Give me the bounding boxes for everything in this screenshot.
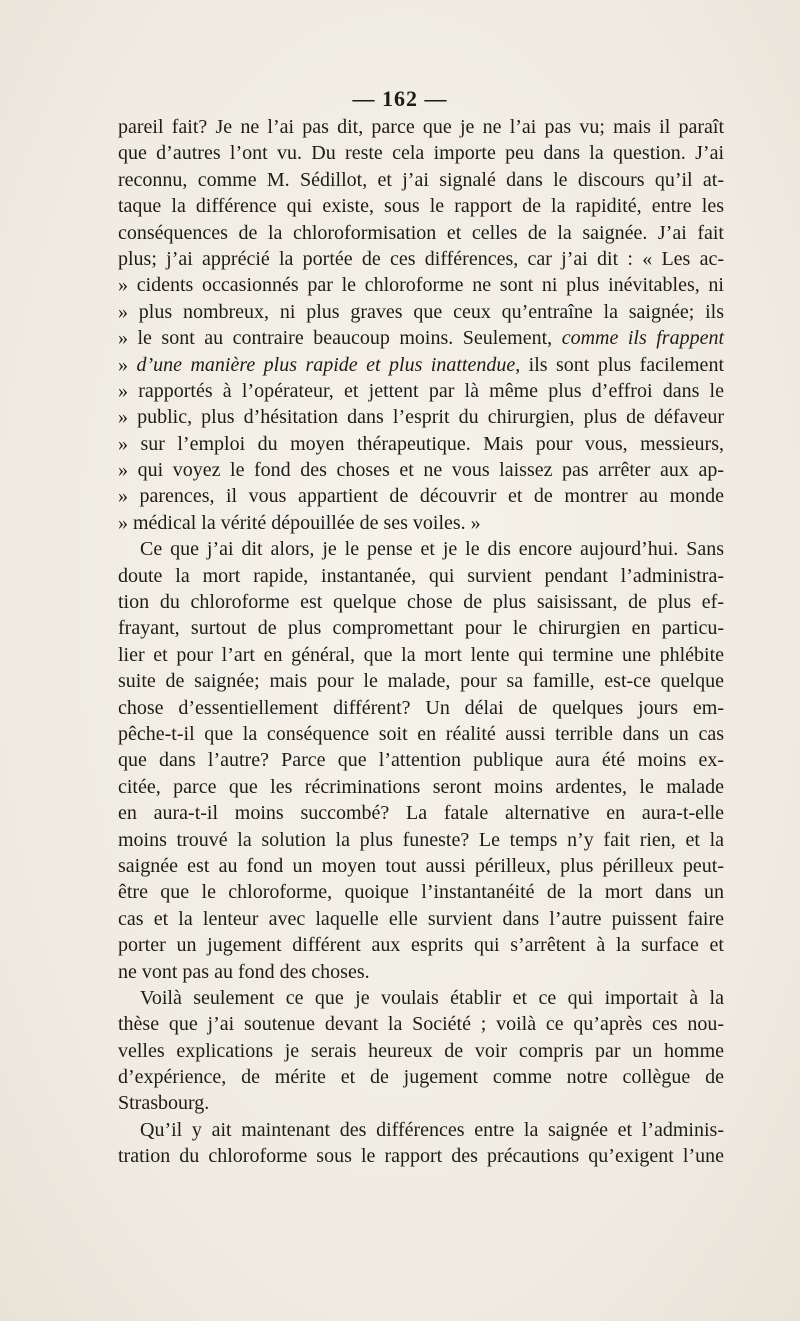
text-line: lier et pour l’art en général, que la mort lente qui termine une phlébite [118,643,724,666]
text-line: citée, parce que les récriminations seront moins ardentes, le malade [118,775,724,798]
text-line: que d’autres l’ont vu. Du reste cela importe peu dans la question. J’ai [118,142,724,165]
text-line: suite de saignée; mais pour le malade, pour sa famille, est-ce quelque [118,670,724,693]
page-body-text [118,114,724,1170]
text-line: reconnu, comme M. Sédillot, et j’ai signalé dans le discours qu’il at- [118,168,724,191]
text-line: porter un jugement différent aux esprits qui s’arrêtent à la surface et [118,934,724,957]
text-line: Strasbourg. [118,1092,210,1115]
text-line-segment: , ils sont plus facilement [515,353,724,376]
text-line [118,352,724,378]
text-line: taque la différence qui existe, sous le rapport de la rapidité, entre les [118,195,724,218]
text-line: conséquences de la chloroformisation et celles de la saignée. J’ai fait [118,221,724,244]
text-line: que dans l’autre? Parce que l’attention publique aura été moins ex- [118,749,724,772]
text-line: plus; j’ai apprécié la portée de ces différences, car j’ai dit : « Les ac- [118,247,724,270]
italic-emphasis: comme ils frappent [561,327,725,350]
text-line: thèse que j’ai soutenue devant la Société ; voilà ce qu’après ces nou- [118,1013,724,1036]
text-line: cas et la lenteur avec laquelle elle survient dans l’autre puissent faire [118,907,724,930]
text-line: velles explications je serais heureux de voir compris par un homme [118,1039,724,1062]
text-line: moins trouvé la solution la plus funeste? Le temps n’y fait rien, et la [118,828,724,851]
text-line: doute la mort rapide, instantanée, qui survient pendant l’administra- [118,564,724,587]
text-line: frayant, surtout de plus compromettant pour le chirurgien en particu- [118,617,724,640]
text-line: ne vont pas au fond des choses. [118,960,370,983]
text-line: d’expérience, de mérite et de jugement comme notre collègue de [118,1066,724,1089]
text-line: » plus nombreux, ni plus graves que ceux qu’entraîne la saignée; ils [118,300,724,323]
text-line: tion du chloroforme est quelque chose de plus saisissant, de plus ef- [118,591,724,614]
text-line: Voilà seulement ce que je voulais établir et ce qui importait à la [140,986,724,1009]
text-line: chose d’essentiellement différent? Un délai de quelques jours em- [118,696,724,719]
text-line: être que le chloroforme, quoique l’instantanéité de la mort dans un [118,881,724,904]
text-line: » sur l’emploi du moyen thérapeutique. Mais pour vous, messieurs, [118,432,724,455]
text-line: Ce que j’ai dit alors, je le pense et je le dis encore aujourd’hui. Sans [140,538,724,561]
text-line: tration du chloroforme sous le rapport des précautions qu’exigent l’une [118,1145,724,1168]
text-line [118,325,724,351]
text-line: pareil fait? Je ne l’ai pas dit, parce que je ne l’ai pas vu; mais il paraît [118,116,724,138]
text-line-segment: » [118,353,137,376]
text-line: pêche-t-il que la conséquence soit en réalité aussi terrible dans un cas [118,722,724,745]
text-line-segment: » le sont au contraire beaucoup moins. Seulement, [118,327,562,350]
text-line: Qu’il y ait maintenant des différences entre la saignée et l’adminis- [140,1118,724,1141]
text-line: » médical la vérité dépouillée de ses voiles. » [118,511,481,534]
text-line: en aura-t-il moins succombé? La fatale alternative en aura-t-elle [118,802,724,825]
text-line: » parences, il vous appartient de découvrir et de montrer au monde [118,485,724,508]
text-line: » qui voyez le fond des choses et ne vous laissez pas arrêter aux ap- [118,459,724,482]
page-number: — 162 — [352,86,448,111]
text-line: » public, plus d’hésitation dans l’esprit du chirurgien, plus de défaveur [118,406,724,429]
text-line: » cidents occasionnés par le chloroforme ne sont ni plus inévitables, ni [118,274,724,297]
text-line: saignée est au fond un moyen tout aussi périlleux, plus périlleux peut- [118,854,724,877]
italic-emphasis: d’une manière plus rapide et plus inattendue [136,353,516,376]
text-line: » rapportés à l’opérateur, et jettent par là même plus d’effroi dans le [118,379,724,402]
